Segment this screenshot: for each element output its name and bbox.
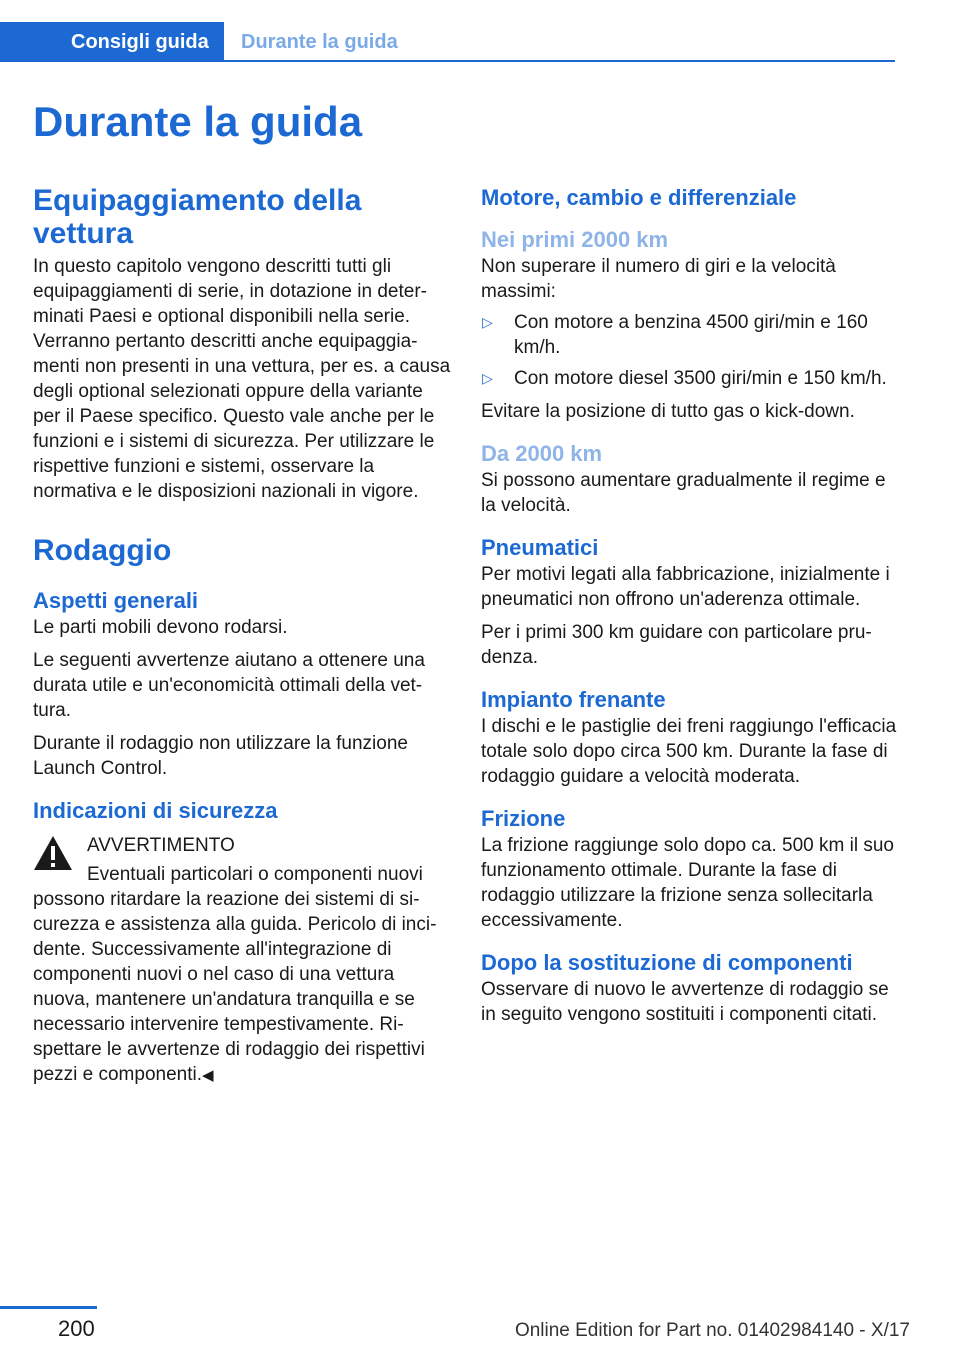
footer-rule bbox=[0, 1306, 97, 1309]
aspetti-p1: Le parti mobili devono rodarsi. bbox=[33, 617, 288, 638]
warning-text bbox=[33, 862, 453, 1088]
dopo-heading: Dopo la sostituzione di componenti bbox=[481, 950, 853, 975]
pneu-p2: Per i primi 300 km guidare con particolare prudenza. bbox=[481, 622, 872, 668]
da-text: Si possono aumentare gradualmente il regime e la velocità. bbox=[481, 470, 886, 516]
tab-consigli-guida[interactable]: Consigli guida bbox=[0, 22, 224, 62]
bullet-list bbox=[481, 310, 897, 391]
warning-body: Eventuali particolari o componenti nuovi possono ritardare la reazione dei sistemi di sicurezza e assistenza alla guida. Pericolo di incidente. Successivamente all'integrazione di componenti nuovi o nel caso di una vettura nuova, mantenere un'andatura tranquilla e se necessario intervenire tempestivamente. Rispettare le avvertenze di rodaggio dei rispettivi pezzi e componenti. bbox=[33, 864, 437, 1085]
page-title: Durante la guida bbox=[33, 98, 363, 145]
primi-after: Evitare la posizione di tutto gas o kick-down. bbox=[481, 401, 855, 422]
frizione-heading: Frizione bbox=[481, 806, 566, 831]
warning-title: AVVERTIMENTO bbox=[87, 835, 235, 856]
freni-text: I dischi e le pastiglie dei freni raggiungo l'efficacia totale solo dopo circa 500 km. Durante la fase di rodaggio guidare a velocità moderata. bbox=[481, 716, 897, 787]
left-column bbox=[33, 184, 453, 1088]
list-item-text: Con motore a benzina 4500 giri/min e 160 km/h. bbox=[514, 312, 868, 358]
tab-durante-la-guida[interactable]: Durante la guida bbox=[241, 31, 398, 53]
pneu-heading: Pneumatici bbox=[481, 535, 599, 560]
aspetti-p2: Le seguenti avvertenze aiutano a ottenere una durata utile e un'economicità ottimali della vettura. bbox=[33, 650, 425, 721]
rodaggio-heading: Rodaggio bbox=[33, 534, 172, 567]
equip-heading: Equipaggiamento della vettura bbox=[33, 184, 362, 250]
motore-heading: Motore, cambio e differenziale bbox=[481, 185, 797, 210]
end-mark-icon: ◀ bbox=[202, 1067, 214, 1084]
right-column bbox=[481, 184, 897, 1027]
primi-text: Non superare il numero di giri e la velocità massimi: bbox=[481, 256, 836, 302]
sicurezza-heading: Indicazioni di sicurezza bbox=[33, 798, 278, 823]
header-tabbar bbox=[0, 22, 895, 62]
frizione-text: La frizione raggiunge solo dopo ca. 500 km il suo funzionamento ottimale. Durante la fase di rodaggio utilizzare la frizione senza sollecitarla eccessivamente. bbox=[481, 835, 894, 931]
equip-text: In questo capitolo vengono descritti tutti gli equipaggiamenti di serie, in dotazione in determinati Paesi e optional disponibili nella serie. Verranno pertanto descritti anche equipaggiamenti non presenti in una vettura, per es. a causa degli optional selezionati oppure della variante per il Paese specifico. Questo vale anche per le funzioni e i sistemi di sicurezza. Per utilizzare le rispettive funzioni e sistemi, osservare la normativa e le disposizioni nazionali in vigore. bbox=[33, 256, 451, 502]
da-heading: Da 2000 km bbox=[481, 441, 603, 466]
warning-triangle-icon bbox=[33, 835, 73, 871]
triangle-bullet-icon: ▷ bbox=[482, 314, 493, 330]
list-item-text: Con motore diesel 3500 giri/min e 150 km/h. bbox=[514, 368, 887, 389]
dopo-text: Osservare di nuovo le avvertenze di rodaggio se in seguito vengono sostituiti i componenti citati. bbox=[481, 979, 889, 1025]
list-item bbox=[481, 310, 897, 360]
edition-text: Online Edition for Part no. 01402984140 - X/17 bbox=[514, 1320, 910, 1341]
primi-heading: Nei primi 2000 km bbox=[481, 227, 669, 252]
triangle-bullet-icon: ▷ bbox=[482, 370, 493, 386]
page-number: 200 bbox=[58, 1316, 95, 1341]
pneu-p1: Per motivi legati alla fabbricazione, inizialmente i pneumatici non offrono un'aderenza ottimale. bbox=[481, 564, 890, 610]
aspetti-heading: Aspetti generali bbox=[33, 588, 199, 613]
warning-box bbox=[33, 833, 453, 1088]
list-item bbox=[481, 366, 897, 391]
freni-heading: Impianto frenante bbox=[481, 687, 666, 712]
aspetti-p3: Durante il rodaggio non utilizzare la funzione Launch Control. bbox=[33, 733, 408, 779]
